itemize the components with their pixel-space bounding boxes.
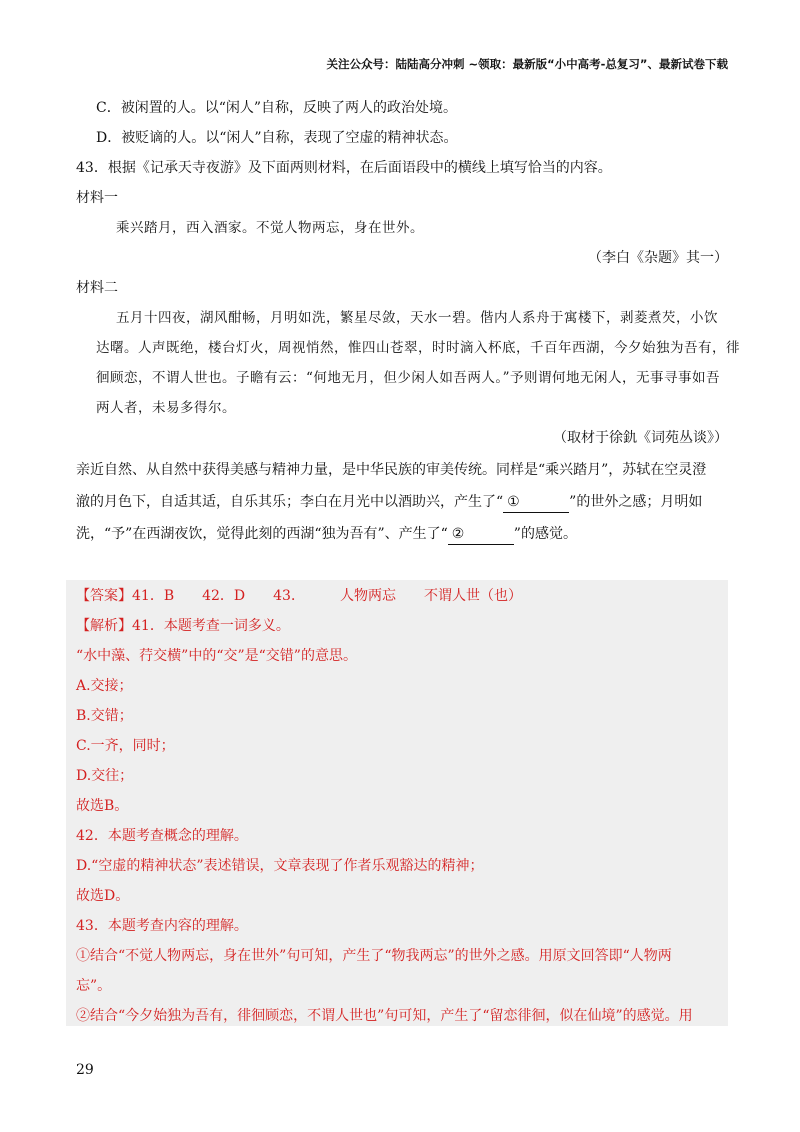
paragraph-line: 亲近自然、从自然中获得美感与精神力量，是中华民族的审美传统。同样是“乘兴踏月”，苏轼在空灵澄 <box>76 462 707 478</box>
material2-line: 达曙。人声既绝，楼台灯火，周视悄然，惟四山苍翠，时时滴入杯底，千百年西湖，今夕始独为吾有，徘 <box>96 340 740 356</box>
analysis-line: D.交往； <box>76 768 134 784</box>
material2-source: （取材于徐釚《词苑丛谈》） <box>553 430 728 446</box>
option-d: D．被贬谪的人。以“闲人”自称，表现了空虚的精神状态。 <box>96 130 458 146</box>
analysis-line: 故选B。 <box>76 798 129 814</box>
analysis-line: “水中藻、荇交横”中的“交”是“交错”的意思。 <box>76 648 357 664</box>
analysis-line: C.一齐，同时； <box>76 738 175 754</box>
analysis-line: 43．本题考查内容的理解。 <box>76 918 248 934</box>
material2-line: 徊顾恋，不谓人世也。子瞻有云：“何地无月，但少闲人如吾两人。”予则谓何地无闲人，无事寻事如吾 <box>96 370 721 386</box>
analysis-line: 故选D。 <box>76 888 130 904</box>
material2-line: 五月十四夜，湖风酣畅，月明如洗，繁星尽敛，天水一碧。偕内人系舟于寓楼下，剥菱煮芡，小饮 <box>116 310 718 326</box>
material1-source: （李白《杂题》其一） <box>588 250 728 266</box>
material1-label: 材料一 <box>76 190 118 206</box>
page-header: 关注公众号：陆陆高分冲刺 ~领取：最新版“小中高考-总复习”、最新试卷下载 <box>326 57 728 71</box>
analysis-line: D.“空虚的精神状态”表述错误，文章表现了作者乐观豁达的精神； <box>76 858 484 874</box>
answer-line <box>76 586 522 606</box>
question-43: 43．根据《记承天寺夜游》及下面两则材料，在后面语段中的横线上填写恰当的内容。 <box>76 160 612 176</box>
material2-line: 两人者，未易多得尔。 <box>96 400 236 416</box>
answer-blank-1: ① <box>503 492 569 513</box>
material1-text: 乘兴踏月，西入酒家。不觉人物两忘，身在世外。 <box>116 220 424 236</box>
answer-label: 【答案】 <box>76 588 132 604</box>
paragraph-line <box>76 524 577 545</box>
option-c: C．被闲置的人。以“闲人”自称，反映了两人的政治处境。 <box>96 100 458 116</box>
analysis-line <box>76 616 290 636</box>
paragraph-text: 澈的月色下，自适其适，自乐其乐；李白在月光中以酒助兴，产生了“ <box>76 494 504 510</box>
analysis-line: A.交接； <box>76 678 133 694</box>
analysis-label: 【解析】 <box>76 618 132 634</box>
analysis-line: B.交错； <box>76 708 133 724</box>
paragraph-line <box>76 492 702 513</box>
answer-blank-2: ② <box>448 524 514 545</box>
answer-values: 41．B 42．D 43． 人物两忘 不谓人世（也） <box>132 588 522 604</box>
page-number: 29 <box>76 1062 94 1078</box>
paragraph-text: 洗，“予”在西湖夜饮，觉得此刻的西湖“独为吾有”、产生了“ <box>76 526 448 542</box>
analysis-line: ②结合“今夕始独为吾有，徘徊顾恋，不谓人世也”句可知，产生了“留恋徘徊，似在仙境”的感觉。用 <box>76 1008 693 1024</box>
material2-label: 材料二 <box>76 280 118 296</box>
paragraph-text: ”的感觉。 <box>513 526 577 542</box>
analysis-text: 41．本题考查一词多义。 <box>132 618 290 634</box>
paragraph-text: ”的世外之感；月明如 <box>569 494 703 510</box>
analysis-line: ①结合“不觉人物两忘，身在世外”句可知，产生了“物我两忘”的世外之感。用原文回答即“人物两 <box>76 948 672 964</box>
analysis-line: 忘”。 <box>76 978 112 994</box>
analysis-line: 42．本题考查概念的理解。 <box>76 828 248 844</box>
